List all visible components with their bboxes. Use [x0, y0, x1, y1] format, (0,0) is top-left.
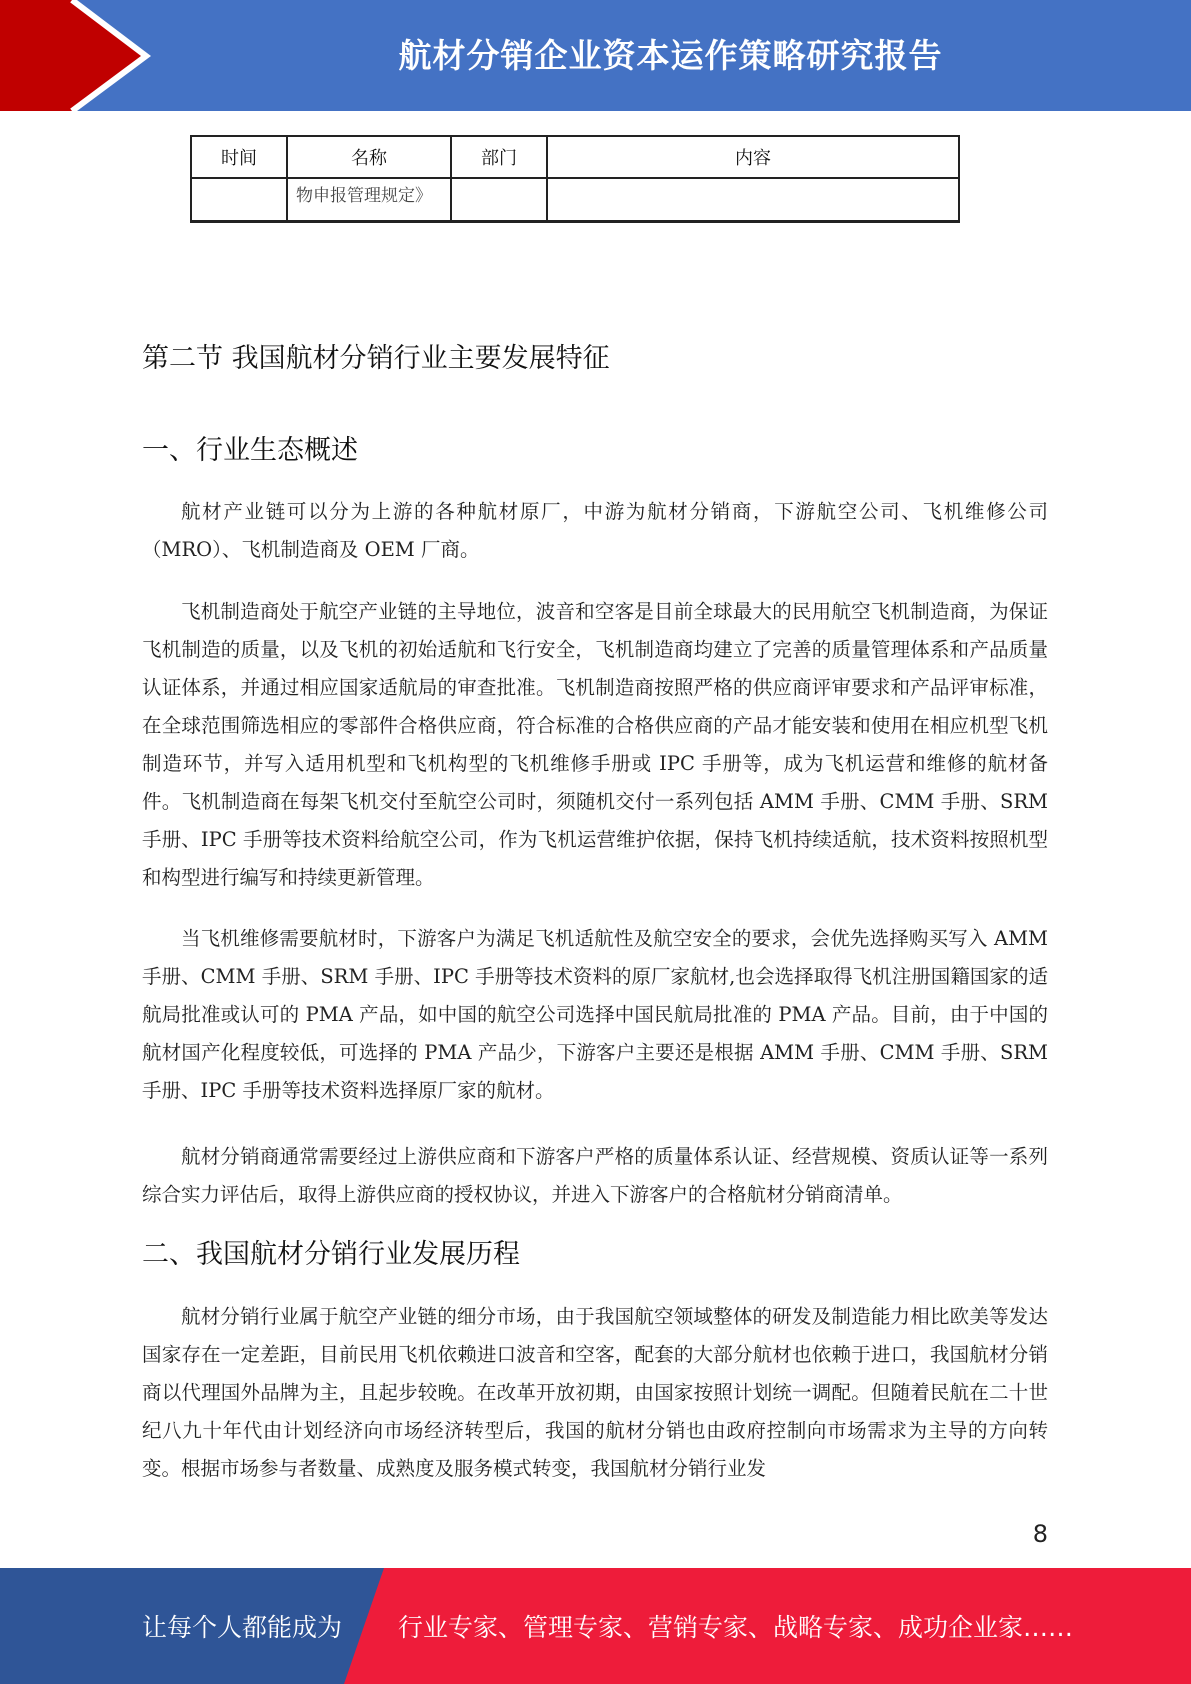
table-header-row — [191, 136, 959, 178]
subsection-title-1: 一、行业生态概述 — [142, 435, 358, 466]
footer-slogan-right: 行业专家、管理专家、营销专家、战略专家、成功企业家…… — [398, 1613, 1074, 1642]
table-cell — [191, 178, 287, 222]
paragraph: 航材产业链可以分为上游的各种航材原厂，中游为航材分销商，下游航空公司、飞机维修公司（MRO）、飞机制造商及 OEM 厂商。 — [142, 500, 1048, 561]
table-cell — [451, 178, 547, 222]
table-cell: 物申报管理规定》 — [287, 178, 451, 222]
page-footer — [0, 1568, 1191, 1684]
paragraph: 航材分销行业属于航空产业链的细分市场，由于我国航空领域整体的研发及制造能力相比欧美等发达国家存在一定差距，目前民用飞机依赖进口波音和空客，配套的大部分航材也依赖于进口，我国航材分销商以代理国外品牌为主，且起步较晚。在改革开放初期，由国家按照计划统一调配。但随着民航在二十世纪八九十年代由计划经济向市场经济转型后，我国的航材分销也由政府控制向市场需求为主导的方向转变。根据市场参与者数量、成熟度及服务模式转变，我国航材分销行业发 — [142, 1305, 1048, 1480]
continued-table — [190, 135, 960, 223]
paragraph: 当飞机维修需要航材时，下游客户为满足飞机适航性及航空安全的要求，会优先选择购买写入 AMM 手册、CMM 手册、SRM 手册、IPC 手册等技术资料的原厂家航材,也会选择取得飞机注册国籍国家的适航局批准或认可的 PMA 产品，如中国的航空公司选择中国民航局批准的 PMA 产品。目前，由于中国的航材国产化程度较低，可选择的 PMA 产品少，下游客户主要还是根据 AMM 手册、CMM 手册、SRM 手册、IPC 手册等技术资料选择原厂家的航材。 — [142, 927, 1048, 1102]
col-header-time: 时间 — [191, 136, 287, 178]
col-header-name: 名称 — [287, 136, 451, 178]
report-title: 航材分销企业资本运作策略研究报告 — [398, 35, 943, 75]
col-header-dept: 部门 — [451, 136, 547, 178]
table-cell — [547, 178, 959, 222]
col-header-content: 内容 — [547, 136, 959, 178]
page-header — [0, 0, 1191, 111]
subsection-title-2: 二、我国航材分销行业发展历程 — [142, 1239, 520, 1270]
section-title: 第二节 我国航材分销行业主要发展特征 — [142, 343, 610, 374]
footer-slogan-left: 让每个人都能成为 — [142, 1613, 343, 1642]
page-number: 8 — [1032, 1520, 1048, 1548]
table-row — [191, 178, 959, 222]
paragraph: 航材分销商通常需要经过上游供应商和下游客户严格的质量体系认证、经营规模、资质认证等一系列综合实力评估后，取得上游供应商的授权协议，并进入下游客户的合格航材分销商清单。 — [142, 1145, 1048, 1206]
paragraph: 飞机制造商处于航空产业链的主导地位，波音和空客是目前全球最大的民用航空飞机制造商，为保证飞机制造的质量，以及飞机的初始适航和飞行安全，飞机制造商均建立了完善的质量管理体系和产品质量认证体系，并通过相应国家适航局的审查批准。飞机制造商按照严格的供应商评审要求和产品评审标准，在全球范围筛选相应的零部件合格供应商，符合标准的合格供应商的产品才能安装和使用在相应机型飞机制造环节，并写入适用机型和飞机构型的飞机维修手册或 IPC 手册等，成为飞机运营和维修的航材备件。飞机制造商在每架飞机交付至航空公司时，须随机交付一系列包括 AMM 手册、CMM 手册、SRM 手册、IPC 手册等技术资料给航空公司，作为飞机运营维护依据，保持飞机持续适航，技术资料按照机型和构型进行编写和持续更新管理。 — [142, 600, 1048, 889]
